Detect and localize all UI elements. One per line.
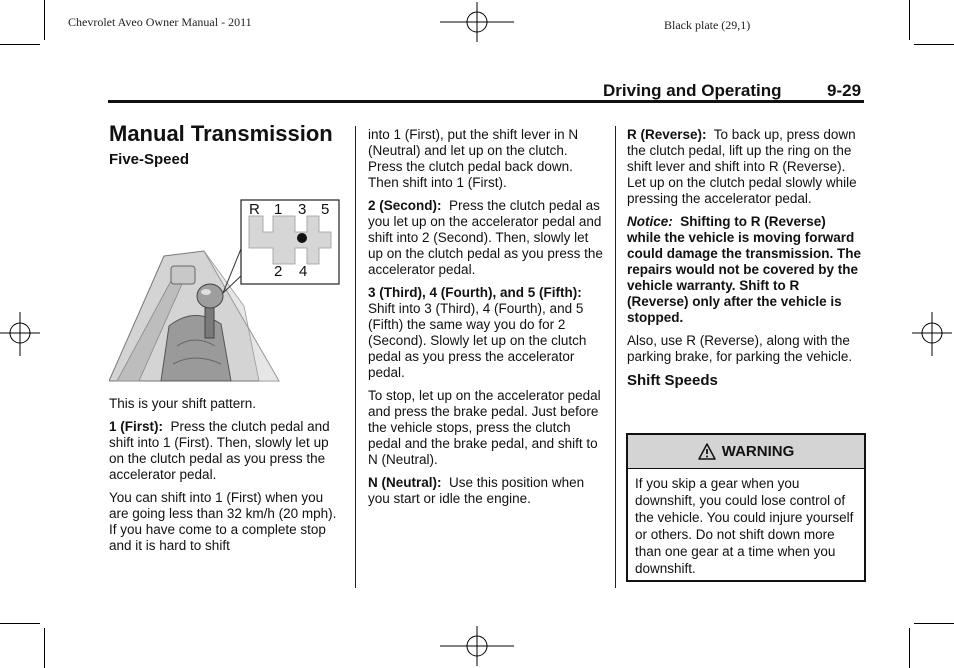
notice-text: Shifting to R (Reverse) while the vehicle is moving forward could damage the transmission. The repairs would not be covered by the vehicle warranty. Shift to R (Reverse) only after the vehicle is stopped. (627, 214, 862, 325)
first-gear-paragraph (109, 419, 341, 483)
warning-triangle-icon (698, 443, 716, 460)
crop-mark (44, 628, 45, 668)
column-3 (627, 127, 863, 389)
neutral-label: N (Neutral): (368, 475, 442, 490)
shift-speeds-heading: Shift Speeds (627, 372, 718, 389)
third-fifth-label: 3 (Third), 4 (Fourth), and 5 (Fifth): (368, 285, 582, 300)
crop-mark (914, 623, 954, 624)
warning-header (628, 435, 864, 469)
first-gear-label: 1 (First): (109, 419, 163, 434)
reverse-text: To back up, press down the clutch pedal, lift up the ring on the shift lever and shift into R (Reverse). Let up on the clutch pedal slowly while pressing the accelerator pedal. (627, 127, 857, 206)
notice-label: Notice: (627, 214, 673, 229)
registration-mark (440, 626, 516, 666)
first-gear-text: Press the clutch pedal and shift into 1 (First). Then, slowly let up on the clutch pedal as you press the accelerator pedal. (109, 419, 330, 482)
crop-mark (914, 44, 954, 45)
warning-title: WARNING (721, 443, 795, 460)
neutral-paragraph (368, 475, 604, 507)
warning-text: If you skip a gear when you downshift, you could lose control of the vehicle. You could injure yourself or others. Do not shift down more than one gear at a time when you downshift. (635, 476, 854, 576)
neutral-text: Use this position when you start or idle the engine. (368, 475, 585, 506)
page-number: 9-29 (827, 81, 862, 100)
warning-box (626, 433, 866, 582)
caption: This is your shift pattern. (109, 396, 257, 411)
plate-left-text: Chevrolet Aveo Owner Manual - 2011 (68, 15, 252, 29)
third-fifth-text: Shift into 3 (Third), 4 (Fourth), and 5 (Fifth) the same way you do for 2 (Second). Slowly let up on the clutch pedal as you press the accelerator pedal. (368, 301, 587, 380)
reverse-paragraph (627, 127, 863, 207)
third-fifth-paragraph (368, 285, 604, 381)
column-2 (368, 127, 604, 514)
section-title: Driving and Operating (603, 81, 782, 100)
reverse-label: R (Reverse): (627, 127, 707, 142)
subheading-five-speed: Five-Speed (109, 151, 190, 168)
page-title: Manual Transmission (109, 121, 333, 146)
shift-speed-paragraph: You can shift into 1 (First) when you are going less than 32 km/h (20 mph). If you have come to a complete stop and it is hard to shift (109, 490, 337, 553)
plate-right-text: Black plate (29,1) (664, 18, 751, 32)
shift-pattern-illustration (109, 196, 341, 382)
gate-label-5: 5 (321, 201, 330, 218)
second-gear-paragraph (368, 198, 604, 278)
crop-mark (0, 44, 40, 45)
column-divider (355, 126, 356, 588)
gate-label-4: 4 (299, 263, 308, 280)
gate-label-1: 1 (274, 201, 283, 218)
registration-mark (440, 2, 516, 42)
gate-label-3: 3 (298, 201, 307, 218)
crop-mark (0, 623, 40, 624)
registration-mark (0, 312, 40, 356)
column-divider (615, 126, 616, 588)
second-gear-label: 2 (Second): (368, 198, 442, 213)
registration-mark (912, 312, 952, 356)
column-1-text (109, 396, 341, 561)
gate-label-r: R (249, 201, 260, 218)
crop-mark (909, 628, 910, 668)
parking-paragraph: Also, use R (Reverse), along with the parking brake, for parking the vehicle. (627, 333, 853, 364)
crop-mark (44, 0, 45, 40)
notice-paragraph (627, 214, 863, 326)
crop-mark (909, 0, 910, 40)
first-gear-continued: into 1 (First), put the shift lever in N (Neutral) and let up on the clutch. Press the clutch pedal back down. Then shift into 1 (First). (368, 127, 579, 190)
stop-paragraph: To stop, let up on the accelerator pedal and press the brake pedal. Just before the vehicle stops, press the clutch pedal and the brake pedal, and shift to N (Neutral). (368, 388, 601, 467)
gate-label-2: 2 (274, 263, 283, 280)
column-1 (109, 121, 341, 168)
second-gear-text: Press the clutch pedal as you let up on the accelerator pedal and shift into 2 (Second). Then, slowly let up on the clutch pedal as you press the accelerator pedal. (368, 198, 603, 277)
header-rule (108, 100, 864, 103)
